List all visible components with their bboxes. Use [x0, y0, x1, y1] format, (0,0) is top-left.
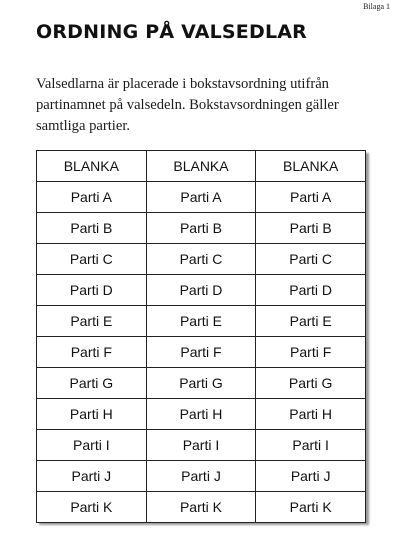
table-cell: Parti H	[256, 399, 366, 430]
table-row	[37, 213, 366, 244]
table-cell: BLANKA	[37, 151, 147, 182]
table-row	[37, 368, 366, 399]
table-cell: Parti B	[37, 213, 147, 244]
table-cell: Parti H	[37, 399, 147, 430]
table-cell: Parti E	[256, 306, 366, 337]
table-cell: Parti G	[256, 368, 366, 399]
intro-paragraph: Valsedlarna är placerade i bokstavsordning utifrån partinamnet på valsedeln. Bokstavsordningen gäller samtliga partier.	[36, 76, 339, 134]
table-cell: Parti H	[146, 399, 256, 430]
table-cell: Parti G	[37, 368, 147, 399]
table-cell: Parti J	[37, 461, 147, 492]
table-cell: Parti A	[146, 182, 256, 213]
table-cell: Parti C	[146, 244, 256, 275]
table-row	[37, 430, 366, 461]
table-row	[37, 151, 366, 182]
table-cell: BLANKA	[146, 151, 256, 182]
table-row	[37, 306, 366, 337]
table-cell: Parti B	[146, 213, 256, 244]
table-cell: Parti F	[37, 337, 147, 368]
table-row	[37, 275, 366, 306]
table-cell: Parti I	[37, 430, 147, 461]
table-cell: Parti D	[37, 275, 147, 306]
table-cell: Parti J	[256, 461, 366, 492]
page-label: Bilaga 1	[363, 2, 390, 11]
page-title: ORDNING PÅ VALSEDLAR	[36, 21, 307, 43]
table-cell: Parti K	[256, 492, 366, 523]
table-cell: Parti E	[37, 306, 147, 337]
table-cell: Parti A	[256, 182, 366, 213]
table-cell: Parti D	[256, 275, 366, 306]
ballot-order-table	[36, 150, 366, 523]
table-cell: Parti K	[37, 492, 147, 523]
table-cell: BLANKA	[256, 151, 366, 182]
table-cell: Parti C	[37, 244, 147, 275]
table-cell: Parti J	[146, 461, 256, 492]
table-row	[37, 182, 366, 213]
table-cell: Parti I	[146, 430, 256, 461]
table-cell: Parti E	[146, 306, 256, 337]
table-row	[37, 337, 366, 368]
table-cell: Parti A	[37, 182, 147, 213]
table-cell: Parti F	[256, 337, 366, 368]
table-row	[37, 244, 366, 275]
table-cell: Parti G	[146, 368, 256, 399]
table-cell: Parti K	[146, 492, 256, 523]
ballot-table-container	[36, 150, 366, 522]
table-row	[37, 492, 366, 523]
table-cell: Parti I	[256, 430, 366, 461]
table-row	[37, 399, 366, 430]
table-cell: Parti C	[256, 244, 366, 275]
table-cell: Parti B	[256, 213, 366, 244]
table-cell: Parti D	[146, 275, 256, 306]
table-row	[37, 461, 366, 492]
table-cell: Parti F	[146, 337, 256, 368]
ballot-table-body	[37, 151, 366, 523]
